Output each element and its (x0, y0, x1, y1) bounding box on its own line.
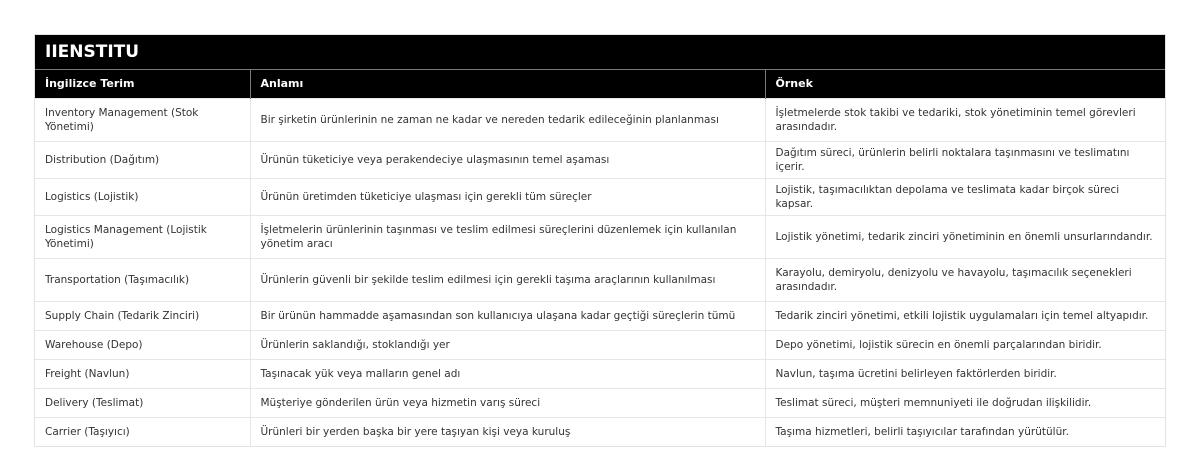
cell-term: Inventory Management (Stok Yönetimi) (35, 98, 250, 141)
cell-example: Navlun, taşıma ücretini belirleyen faktörlerden biridir. (765, 359, 1165, 388)
table-row (35, 178, 1165, 215)
cell-example: Dağıtım süreci, ürünlerin belirli noktalara taşınmasını ve teslimatını içerir. (765, 141, 1165, 178)
table-row (35, 98, 1165, 141)
cell-meaning: Müşteriye gönderilen ürün veya hizmetin varış süreci (250, 388, 765, 417)
table-row (35, 301, 1165, 330)
cell-meaning: Taşınacak yük veya malların genel adı (250, 359, 765, 388)
table-title: IIENSTITU (35, 35, 1165, 70)
cell-term: Logistics Management (Lojistik Yönetimi) (35, 215, 250, 258)
cell-term: Freight (Navlun) (35, 359, 250, 388)
table-row (35, 417, 1165, 446)
header-row (35, 70, 1165, 98)
cell-meaning: Ürünün üretimden tüketiciye ulaşması için gerekli tüm süreçler (250, 178, 765, 215)
cell-meaning: Ürünleri bir yerden başka bir yere taşıyan kişi veya kuruluş (250, 417, 765, 446)
cell-example: İşletmelerde stok takibi ve tedariki, stok yönetiminin temel görevleri arasındadır. (765, 98, 1165, 141)
cell-example: Taşıma hizmetleri, belirli taşıyıcılar tarafından yürütülür. (765, 417, 1165, 446)
cell-meaning: Bir şirketin ürünlerinin ne zaman ne kadar ve nereden tedarik edileceğinin planlanması (250, 98, 765, 141)
cell-term: Carrier (Taşıyıcı) (35, 417, 250, 446)
cell-meaning: Ürünlerin saklandığı, stoklandığı yer (250, 330, 765, 359)
cell-meaning: Ürünlerin güvenli bir şekilde teslim edilmesi için gerekli taşıma araçlarının kullanılması (250, 258, 765, 301)
table-row (35, 330, 1165, 359)
cell-term: Delivery (Teslimat) (35, 388, 250, 417)
header-example: Örnek (765, 70, 1165, 98)
table-row (35, 359, 1165, 388)
cell-term: Distribution (Dağıtım) (35, 141, 250, 178)
header-term: İngilizce Terim (35, 70, 250, 98)
glossary-table-container (34, 34, 1166, 447)
cell-meaning: İşletmelerin ürünlerinin taşınması ve teslim edilmesi süreçlerini düzenlemek için kullanılan yönetim aracı (250, 215, 765, 258)
cell-example: Teslimat süreci, müşteri memnuniyeti ile doğrudan ilişkilidir. (765, 388, 1165, 417)
cell-example: Lojistik yönetimi, tedarik zinciri yönetiminin en önemli unsurlarındandır. (765, 215, 1165, 258)
cell-example: Karayolu, demiryolu, denizyolu ve havayolu, taşımacılık seçenekleri arasındadır. (765, 258, 1165, 301)
table-row (35, 258, 1165, 301)
table-row (35, 388, 1165, 417)
cell-term: Transportation (Taşımacılık) (35, 258, 250, 301)
cell-term: Logistics (Lojistik) (35, 178, 250, 215)
cell-meaning: Ürünün tüketiciye veya perakendeciye ulaşmasının temel aşaması (250, 141, 765, 178)
table-row (35, 141, 1165, 178)
cell-example: Depo yönetimi, lojistik sürecin en önemli parçalarından biridir. (765, 330, 1165, 359)
cell-example: Lojistik, taşımacılıktan depolama ve teslimata kadar birçok süreci kapsar. (765, 178, 1165, 215)
cell-example: Tedarik zinciri yönetimi, etkili lojistik uygulamaları için temel altyapıdır. (765, 301, 1165, 330)
cell-meaning: Bir ürünün hammadde aşamasından son kullanıcıya ulaşana kadar geçtiği süreçlerin tümü (250, 301, 765, 330)
cell-term: Warehouse (Depo) (35, 330, 250, 359)
table-row (35, 215, 1165, 258)
cell-term: Supply Chain (Tedarik Zinciri) (35, 301, 250, 330)
header-meaning: Anlamı (250, 70, 765, 98)
glossary-table (35, 70, 1165, 446)
